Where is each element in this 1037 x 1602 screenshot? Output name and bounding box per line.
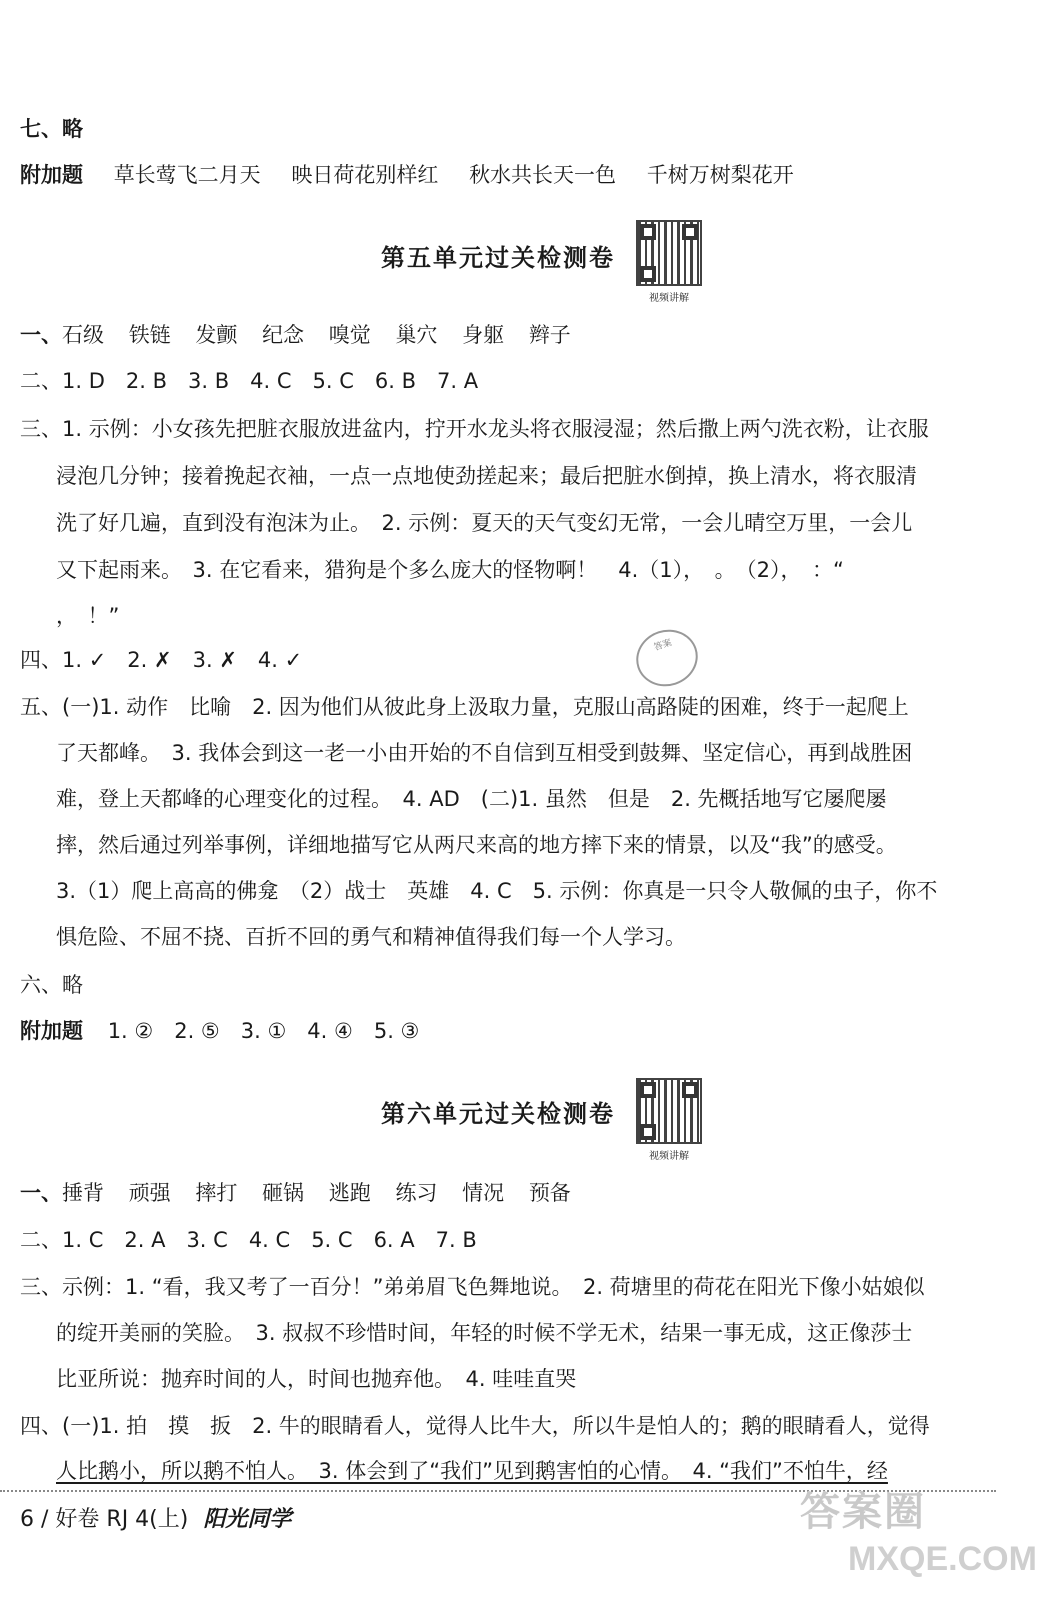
qr-code-icon[interactable]: [636, 1078, 702, 1144]
bonus-label: 附加题: [20, 163, 83, 187]
footer-text: 6 / 好卷 RJ 4(上) 阳光同学: [20, 1506, 292, 1532]
unit5-section-5-line: 五、(一)1. 动作 比喻 2. 因为他们从彼此身上汲取力量，克服山高路陡的困难，终于一起爬上: [20, 695, 909, 719]
unit5-section-6: 六、略: [20, 973, 83, 997]
unit5-section-5-line: 惧危险、不屈不挠、百折不回的勇气和精神值得我们每一个人学习。: [56, 925, 686, 949]
unit5-section-5-line: 摔，然后通过列举事例，详细地描写它从两尺来高的地方摔下来的情景，以及“我”的感受。: [56, 833, 897, 857]
page-number: 6: [20, 1507, 34, 1532]
unit5-section-3-line: ， ！”: [56, 604, 120, 628]
answer-stamp: 答案: [629, 622, 705, 694]
bonus-question-1: 附加题 草长莺飞二月天 映日荷花别样红 秋水共长天一色 千树万树梨花开: [20, 163, 794, 187]
unit5-section-3-line: 洗了好几遍，直到没有泡沫为止。 2. 示例：夏天的天气变幻无常，一会儿晴空万里，一会儿: [56, 511, 913, 535]
unit6-section-2: 二、1. C 2. A 3. C 4. C 5. C 6. A 7. B: [20, 1228, 477, 1252]
unit5-section-2: 二、1. D 2. B 3. B 4. C 5. C 6. B 7. A: [20, 369, 479, 393]
unit5-section-1: 一、石级 铁链 发颤 纪念 嗅觉 巢穴 身躯 辫子: [20, 323, 571, 347]
unit5-section-5-line: 难，登上天都峰的心理变化的过程。 4. AD (二)1. 虽然 但是 2. 先概括地写它屡爬屡: [56, 787, 887, 811]
unit6-title: 第六单元过关检测卷: [381, 1100, 615, 1128]
video-explain-caption: 视频讲解: [649, 1151, 689, 1162]
unit5-section-3-line: 又下起雨来。 3. 在它看来，猎狗是个多么庞大的怪物啊！ 4.（1）， 。 （2）， ：“: [56, 558, 844, 582]
video-explain-caption: 视频讲解: [649, 293, 689, 304]
book-title: 好卷 RJ 4(上): [55, 1507, 189, 1532]
unit6-section-4-line: 四、(一)1. 拍 摸 扳 2. 牛的眼睛看人，觉得人比牛大，所以牛是怕人的；鹅的眼睛看人，觉得: [20, 1414, 930, 1438]
unit5-section-5-line: 3.（1）爬上高高的佛龛 （2）战士 英雄 4. C 5. 示例：你真是一只令人敬佩的虫子，你不: [56, 879, 938, 903]
brand-logo: 阳光同学: [203, 1506, 292, 1532]
unit5-section-5-line: 了天都峰。 3. 我体会到这一老一小由开始的不自信到互相受到鼓舞、坚定信心，再到战胜困: [56, 741, 913, 765]
unit5-section-3-line: 浸泡几分钟；接着挽起衣袖，一点一点地使劲搓起来；最后把脏水倒掉，换上清水，将衣服清: [56, 464, 917, 488]
qr-code-icon[interactable]: [636, 220, 702, 286]
unit6-section-3-line: 比亚所说：抛弃时间的人，时间也抛弃他。 4. 哇哇直哭: [56, 1367, 577, 1391]
unit6-section-3-line: 三、示例：1. “看，我又考了一百分！”弟弟眉飞色舞地说。 2. 荷塘里的荷花在阳光下像小姑娘似: [20, 1275, 925, 1299]
unit5-section-4: 四、1. ✓ 2. ✗ 3. ✗ 4. ✓: [20, 648, 303, 672]
watermark-url: MXQE.COM: [848, 1540, 1037, 1578]
watermark-logo: 答案圈: [800, 1489, 926, 1535]
section-7: 七、略: [20, 117, 83, 141]
unit5-title: 第五单元过关检测卷: [381, 244, 615, 272]
unit5-section-3-line: 三、1. 示例：小女孩先把脏衣服放进盆内，拧开水龙头将衣服浸湿；然后撒上两勺洗衣粉，让衣服: [20, 417, 929, 441]
unit6-section-3-line: 的绽开美丽的笑脸。 3. 叔叔不珍惜时间，年轻的时候不学无术，结果一事无成，这正像莎士: [56, 1321, 913, 1345]
unit5-bonus: 附加题 1. ② 2. ⑤ 3. ① 4. ④ 5. ③: [20, 1019, 420, 1043]
unit6-section-4-line: 人比鹅小，所以鹅不怕人。 3. 体会到了“我们”见到鹅害怕的心情。 4. “我们”不怕牛，经: [56, 1459, 888, 1483]
unit6-section-1: 一、捶背 顽强 摔打 砸锅 逃跑 练习 情况 预备: [20, 1181, 571, 1205]
